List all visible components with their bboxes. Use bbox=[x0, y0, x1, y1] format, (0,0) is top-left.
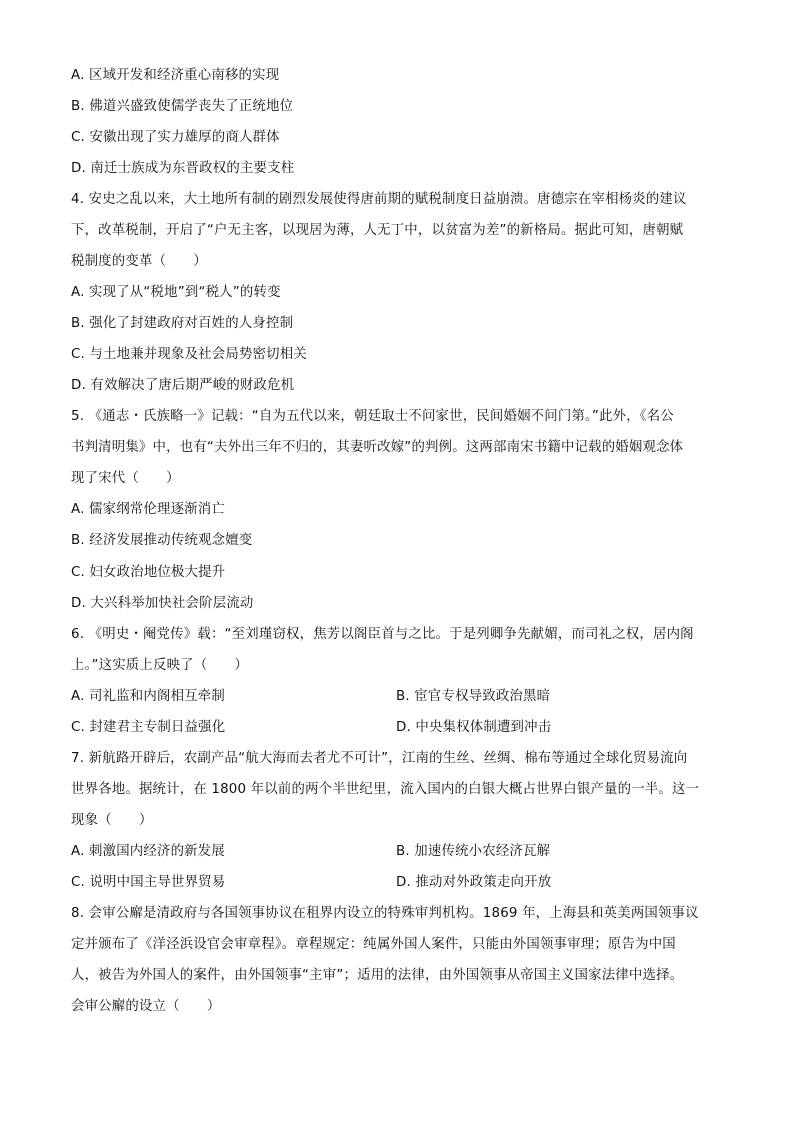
question-4-option-b: B. 强化了封建政府对百姓的人身控制 bbox=[71, 316, 294, 331]
question-7-option-b: B. 加速传统小农经济瓦解 bbox=[396, 844, 551, 859]
question-7-stem-line-1: 7. 新航路开辟后，农副产品“航大海而去者尤不可计”，江南的生丝、丝绸、棉布等通过全球化贸易流向 bbox=[71, 751, 688, 766]
question-4-option-d: D. 有效解决了唐后期严峻的财政危机 bbox=[71, 378, 295, 393]
option-d: D. 南迁士族成为东晋政权的主要支柱 bbox=[71, 161, 295, 176]
question-8-stem-line-2: 定并颁布了《洋泾浜设官会审章程》。章程规定：纯属外国人案件，只能由外国领事审理；原告为中国 bbox=[71, 937, 676, 952]
question-7-stem-line-3: 现象（ ） bbox=[71, 813, 153, 828]
question-5-option-a: A. 儒家纲常伦理逐渐消亡 bbox=[71, 502, 225, 517]
question-5-stem-line-3: 现了宋代（ ） bbox=[71, 471, 180, 486]
question-5-stem-line-2: 书判清明集》中，也有“夫外出三年不归的，其妻听改嫁”的判例。这两部南宋书籍中记载的婚姻观念体 bbox=[71, 440, 684, 455]
question-7-option-a: A. 刺激国内经济的新发展 bbox=[71, 844, 225, 859]
question-8-stem-line-1: 8. 会审公廨是清政府与各国领事协议在租界内设立的特殊审判机构。1869 年，上海县和英美两国领事议 bbox=[71, 906, 699, 921]
question-8-stem-line-4: 会审公廨的设立（ ） bbox=[71, 999, 221, 1014]
question-5-option-d: D. 大兴科举加快社会阶层流动 bbox=[71, 596, 254, 611]
option-a: A. 区域开发和经济重心南移的实现 bbox=[71, 68, 280, 83]
question-5-option-c: C. 妇女政治地位极大提升 bbox=[71, 565, 226, 580]
option-c: C. 安徽出现了实力雄厚的商人群体 bbox=[71, 130, 280, 145]
question-6-stem-line-2: 上。”这实质上反映了（ ） bbox=[71, 658, 249, 673]
question-5-option-b: B. 经济发展推动传统观念嬗变 bbox=[71, 533, 253, 548]
question-6-stem-line-1: 6. 《明史・阉党传》载：“至刘瑾窃权，焦芳以阁臣首与之比。于是列卿争先献媚，而司礼之权，居内阁 bbox=[71, 627, 694, 642]
question-8-stem-line-3: 人，被告为外国人的案件，由外国领事“主审”；适用的法律，由外国领事从帝国主义国家法律中选择。 bbox=[71, 968, 684, 983]
question-6-option-d: D. 中央集权体制遭到冲击 bbox=[396, 720, 552, 735]
question-7-stem-line-2: 世界各地。据统计，在 1800 年以前的两个半世纪里，流入国内的白银大概占世界白银产量的一半。这一 bbox=[71, 782, 700, 797]
question-4-option-a: A. 实现了从“税地”到“税人”的转变 bbox=[71, 285, 281, 300]
question-4-stem-line-1: 4. 安史之乱以来，大土地所有制的剧烈发展使得唐前期的赋税制度日益崩溃。唐德宗在宰相杨炎的建议 bbox=[71, 192, 687, 207]
question-6-option-b: B. 宦官专权导致政治黑暗 bbox=[396, 689, 551, 704]
question-4-option-c: C. 与土地兼并现象及社会局势密切相关 bbox=[71, 347, 307, 362]
question-7-option-d: D. 推动对外政策走向开放 bbox=[396, 875, 552, 890]
option-b: B. 佛道兴盛致使儒学丧失了正统地位 bbox=[71, 99, 294, 114]
question-4-stem-line-3: 税制度的变革（ ） bbox=[71, 254, 207, 269]
question-4-stem-line-2: 下，改革税制，开启了“户无主客，以现居为薄，人无丁中，以贫富为差”的新格局。据此可知，唐朝赋 bbox=[71, 223, 684, 238]
question-5-stem-line-1: 5. 《通志・氏族略一》记载：“自为五代以来，朝廷取士不问家世，民间婚姻不问门第。”此外，《名公 bbox=[71, 409, 674, 424]
question-6-option-a: A. 司礼监和内阁相互牵制 bbox=[71, 689, 225, 704]
question-6-option-c: C. 封建君主专制日益强化 bbox=[71, 720, 226, 735]
question-7-option-c: C. 说明中国主导世界贸易 bbox=[71, 875, 226, 890]
